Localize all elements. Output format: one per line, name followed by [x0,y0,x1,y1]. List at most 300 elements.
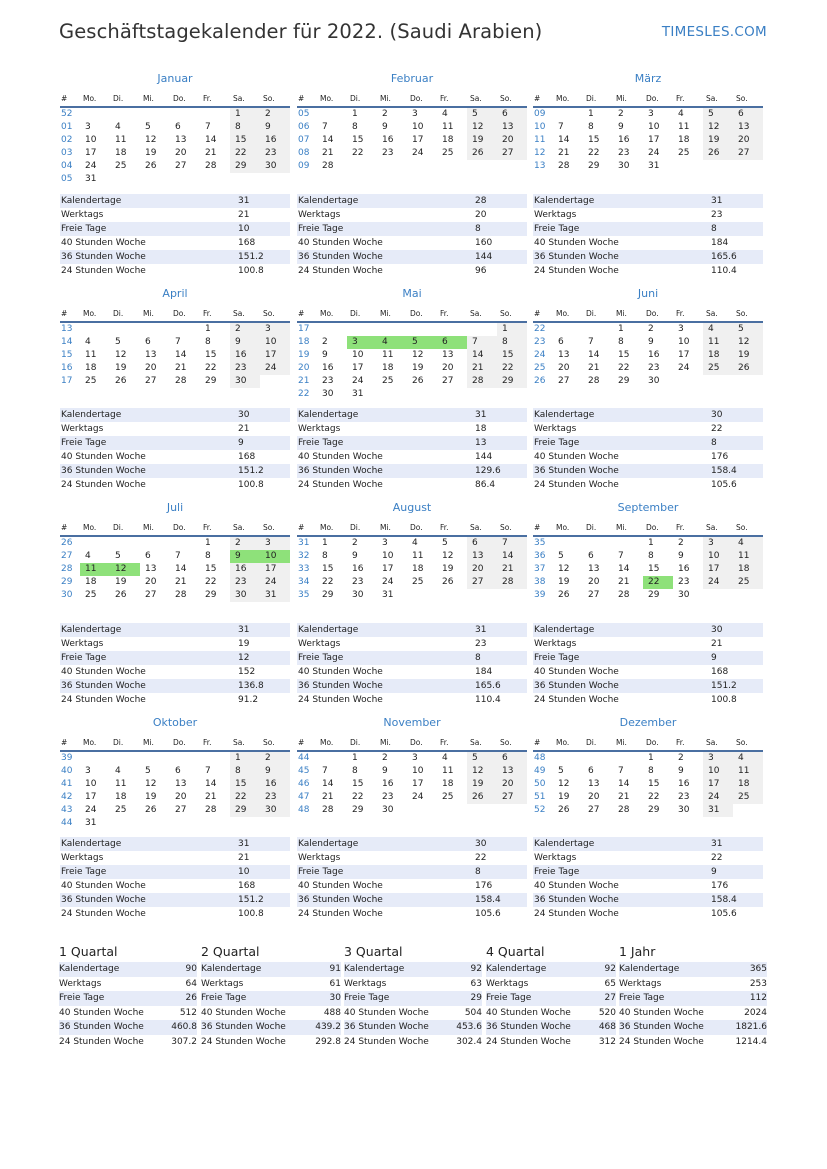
month-februar [297,72,527,173]
day-cell: 6 [497,752,527,765]
day-cell: 25 [733,576,763,589]
week-number: 44 [298,753,310,763]
week-row [297,537,527,550]
weekday-label: Mi. [380,94,391,103]
day-cell: 11 [85,350,97,360]
weekday-label: Mo. [320,523,334,532]
month-title: Januar [157,72,193,85]
stat-label: 40 Stunden Woche [298,881,383,891]
stat-value: 64 [185,978,197,989]
day-cell: 1 [588,109,594,119]
day-cell: 9 [230,336,260,349]
week-row [60,349,290,362]
day-cell: 29 [322,590,334,600]
week-number: 07 [298,135,310,145]
month-juli [60,501,290,602]
day-cell: 11 [115,135,127,145]
day-cell: 12 [145,779,157,789]
day-cell: 5 [703,108,733,121]
day-cell: 6 [733,108,763,121]
week-number: 19 [298,350,310,360]
day-cell: 24 [703,576,733,589]
day-cell: 19 [703,134,733,147]
day-cell: 29 [497,375,527,388]
stat-row [60,194,290,208]
stat-row [59,991,197,1006]
week-row [297,550,527,563]
stat-value: 184 [475,667,493,677]
day-cell: 24 [352,376,364,386]
weekday-label: # [534,738,541,747]
week-row [533,147,763,160]
day-cell [260,817,290,830]
week-number: 29 [61,577,73,587]
weekday-label: Di. [586,523,597,532]
weekday-label: Fr. [440,309,449,318]
stat-label: 36 Stunden Woche [298,895,383,905]
stat-label: 36 Stunden Woche [486,1022,571,1033]
stat-label: 36 Stunden Woche [61,681,146,691]
week-number: 44 [61,818,73,828]
stat-row [297,893,527,907]
day-cell: 5 [145,122,151,132]
day-cell: 7 [205,122,211,132]
day-cell: 8 [648,766,654,776]
stat-value: 10 [238,224,250,234]
week-row [60,791,290,804]
stat-value: 30 [238,410,250,420]
stat-row [533,222,763,236]
day-cell: 20 [733,134,763,147]
day-cell: 12 [703,121,733,134]
day-cell: 23 [648,363,660,373]
day-cell: 28 [205,161,217,171]
week-number: 39 [534,590,546,600]
stat-value: 20 [475,210,487,220]
stat-row [60,623,290,637]
week-row [60,336,290,349]
stat-value: 31 [475,410,487,420]
stat-value: 65 [604,978,616,989]
day-cell: 16 [382,779,394,789]
day-cell: 30 [382,805,394,815]
day-cell: 27 [558,376,570,386]
day-cell [200,752,230,765]
day-cell: 27 [175,161,187,171]
day-cell [733,804,763,817]
weekday-label: Do. [646,523,659,532]
stat-row [486,962,616,977]
stat-label: Freie Tage [298,224,344,234]
week-row [297,375,527,388]
stat-row [60,679,290,693]
day-cell: 1 [352,109,358,119]
week-number: 31 [298,538,310,548]
day-cell: 8 [588,122,594,132]
day-cell: 10 [85,779,97,789]
stat-row [619,977,767,992]
weekday-label: Fr. [203,738,212,747]
day-cell: 20 [467,563,497,576]
day-cell: 7 [175,551,181,561]
day-cell: 24 [412,792,424,802]
stat-label: Freie Tage [201,993,247,1004]
stat-row [60,436,290,450]
stat-row [297,693,527,707]
stat-row [619,1020,767,1035]
stat-label: Kalendertage [534,625,595,635]
weekday-label: Mi. [380,309,391,318]
day-cell: 26 [558,590,570,600]
day-cell: 3 [412,753,418,763]
day-cell [733,589,763,602]
stat-value: 31 [238,625,250,635]
day-cell: 23 [352,577,364,587]
day-cell [497,804,527,817]
week-number: 17 [61,376,73,386]
week-number: 33 [298,564,310,574]
weekday-label: # [298,309,305,318]
week-row [60,147,290,160]
stat-row [60,222,290,236]
stat-value: 22 [475,853,487,863]
day-cell [140,817,170,830]
month-stats [297,408,527,492]
stat-row [201,991,341,1006]
week-row [297,323,527,336]
stat-value: 453.6 [456,1022,482,1033]
stat-label: 40 Stunden Woche [61,452,146,462]
stat-row [60,893,290,907]
day-cell [170,752,200,765]
day-cell: 11 [80,563,110,576]
day-cell: 8 [618,337,624,347]
day-cell: 17 [648,135,660,145]
day-cell: 4 [85,337,91,347]
day-cell: 13 [588,779,600,789]
weekday-label: Di. [586,738,597,747]
brand-link[interactable]: TIMESLES.COM [661,24,767,40]
day-cell [497,160,527,173]
day-cell: 20 [558,363,570,373]
stat-row [60,637,290,651]
day-cell: 12 [558,779,570,789]
day-cell: 27 [145,376,157,386]
day-cell: 14 [618,564,630,574]
stat-label: 24 Stunden Woche [201,1036,286,1047]
day-cell: 5 [145,766,151,776]
day-cell: 26 [703,147,733,160]
stat-label: 24 Stunden Woche [534,695,619,705]
stat-label: Freie Tage [298,653,344,663]
week-number: 41 [61,779,73,789]
stat-row [297,464,527,478]
weekday-label: Mi. [616,94,627,103]
weekday-label: Di. [586,94,597,103]
day-cell: 15 [648,779,660,789]
day-cell: 21 [205,792,217,802]
stat-value: 86.4 [475,480,496,490]
stat-row [297,194,527,208]
day-cell: 4 [85,551,91,561]
day-cell [553,537,583,550]
stat-row [533,436,763,450]
day-cell: 30 [260,804,290,817]
day-cell [673,375,703,388]
week-row [533,121,763,134]
day-cell: 12 [442,551,454,561]
day-cell: 1 [322,538,328,548]
month-stats [533,408,763,492]
day-cell: 15 [352,135,364,145]
day-cell: 16 [678,564,690,574]
stat-row [533,194,763,208]
stat-row [533,464,763,478]
stat-value: 168 [238,881,256,891]
day-cell: 9 [648,337,654,347]
week-row [60,160,290,173]
stat-row [533,422,763,436]
day-cell: 24 [85,161,97,171]
stat-value: 439.2 [315,1022,341,1033]
day-cell: 14 [205,779,217,789]
day-cell [553,323,583,336]
stat-label: Werktags [59,978,102,989]
day-cell: 2 [382,753,388,763]
day-cell: 30 [230,375,260,388]
month-stats [297,837,527,921]
day-cell: 11 [442,122,454,132]
stat-label: Werktags [344,978,387,989]
day-cell: 8 [205,551,211,561]
stat-label: 36 Stunden Woche [298,466,383,476]
day-cell: 22 [643,576,673,589]
stat-value: 158.4 [711,466,737,476]
stat-row [297,907,527,921]
day-cell: 12 [145,135,157,145]
stat-label: Werktags [298,639,341,649]
week-number: 22 [534,324,546,334]
stat-label: 36 Stunden Woche [534,895,619,905]
stat-value: 92 [470,964,482,974]
day-cell: 25 [412,577,424,587]
stat-row [60,851,290,865]
stat-label: 36 Stunden Woche [59,1022,144,1033]
day-cell [260,173,290,186]
stat-label: Werktags [61,210,104,220]
stat-value: 468 [598,1022,616,1033]
day-cell: 7 [322,766,328,776]
day-cell: 29 [618,376,630,386]
week-number: 30 [61,590,73,600]
day-cell: 1 [618,324,624,334]
day-cell: 22 [352,792,364,802]
weekday-label: Sa. [706,523,718,532]
stat-row [297,837,527,851]
day-cell: 3 [260,537,290,550]
day-cell: 8 [205,337,211,347]
day-cell [80,108,110,121]
day-cell [733,375,763,388]
week-number: 40 [61,766,73,776]
day-cell [80,323,110,336]
weekday-label: # [61,738,68,747]
day-cell [497,388,527,401]
day-cell: 2 [678,538,684,548]
day-cell [347,323,377,336]
week-row [297,108,527,121]
weekday-label: So. [736,523,748,532]
week-row [60,362,290,375]
stat-row [60,208,290,222]
week-row [60,804,290,817]
day-cell: 20 [175,148,187,158]
day-cell: 3 [382,538,388,548]
stat-label: Freie Tage [61,653,107,663]
month-september [533,501,763,602]
stat-row [297,637,527,651]
day-cell: 5 [115,337,121,347]
day-cell [407,589,437,602]
stat-label: 40 Stunden Woche [298,452,383,462]
stat-value: 151.2 [238,895,264,905]
stat-value: 129.6 [475,466,501,476]
day-cell: 9 [382,122,388,132]
stat-label: 36 Stunden Woche [61,466,146,476]
day-cell [317,108,347,121]
day-cell: 30 [322,389,334,399]
week-row [60,550,290,563]
day-cell: 16 [648,350,660,360]
week-number: 22 [298,389,310,399]
weekday-label: So. [736,94,748,103]
week-row [297,576,527,589]
day-cell: 30 [260,160,290,173]
stat-value: 28 [475,196,487,206]
week-row [533,537,763,550]
stat-label: Werktags [298,210,341,220]
day-cell: 14 [322,135,334,145]
week-number: 11 [534,135,546,145]
stat-label: 36 Stunden Woche [298,252,383,262]
day-cell: 5 [442,538,448,548]
week-row [533,134,763,147]
stat-label: Kalendertage [59,964,120,974]
page-title: Geschäftstagekalender für 2022. (Saudi Arabien) [59,20,543,43]
week-row [297,778,527,791]
stat-value: 100.8 [238,480,264,490]
week-row [533,589,763,602]
stat-label: Kalendertage [534,839,595,849]
weekday-header [533,89,763,108]
week-number: 50 [534,779,546,789]
stat-label: 40 Stunden Woche [59,1007,144,1018]
week-row [60,817,290,830]
stat-value: 110.4 [475,695,501,705]
stat-value: 136.8 [238,681,264,691]
day-cell: 28 [175,376,187,386]
stat-label: 24 Stunden Woche [619,1036,704,1047]
week-row [60,576,290,589]
day-cell: 17 [703,778,733,791]
weekday-label: Di. [586,309,597,318]
stat-value: 253 [749,978,767,989]
day-cell: 19 [442,564,454,574]
day-cell: 9 [678,551,684,561]
day-cell: 29 [648,590,660,600]
weekday-header [60,733,290,752]
weekday-label: Di. [350,523,361,532]
month-stats [533,837,763,921]
day-cell: 13 [733,121,763,134]
week-row [297,121,527,134]
day-cell: 14 [467,349,497,362]
day-cell: 12 [733,336,763,349]
week-number: 48 [298,805,310,815]
weekday-header [60,89,290,108]
weekday-label: Di. [113,94,124,103]
week-number: 52 [61,109,73,119]
day-cell: 3 [412,109,418,119]
month-august [297,501,527,602]
day-cell: 9 [260,765,290,778]
day-cell: 16 [260,778,290,791]
day-cell: 18 [733,778,763,791]
day-cell [260,375,290,388]
weekday-label: # [298,523,305,532]
stat-value: 160 [475,238,493,248]
stat-value: 460.8 [171,1022,197,1033]
weekday-label: # [534,523,541,532]
weekday-label: Do. [173,738,186,747]
stat-label: Kalendertage [61,839,122,849]
day-cell: 29 [230,160,260,173]
week-row [297,563,527,576]
week-row [533,336,763,349]
week-row [60,375,290,388]
weekday-label: # [61,309,68,318]
month-mai [297,287,527,401]
day-cell: 21 [618,577,630,587]
stat-row [60,264,290,278]
stat-label: 40 Stunden Woche [201,1007,286,1018]
stat-label: Werktags [61,853,104,863]
day-cell: 27 [497,147,527,160]
stat-value: 105.6 [711,909,737,919]
weekday-label: # [534,309,541,318]
week-row [60,752,290,765]
stat-label: 40 Stunden Woche [61,238,146,248]
day-cell: 10 [703,550,733,563]
day-cell: 24 [260,576,290,589]
week-number: 25 [534,363,546,373]
stat-row [533,637,763,651]
stat-row [533,450,763,464]
day-cell: 17 [412,779,424,789]
week-number: 05 [61,174,73,184]
stat-row [619,1006,767,1021]
weekday-header [60,518,290,537]
stat-label: 40 Stunden Woche [344,1007,429,1018]
stat-row [619,962,767,977]
day-cell: 2 [352,538,358,548]
stat-label: 40 Stunden Woche [534,667,619,677]
stat-label: Werktags [534,210,577,220]
day-cell: 23 [260,147,290,160]
stat-row [297,208,527,222]
day-cell [110,323,140,336]
day-cell [583,752,613,765]
